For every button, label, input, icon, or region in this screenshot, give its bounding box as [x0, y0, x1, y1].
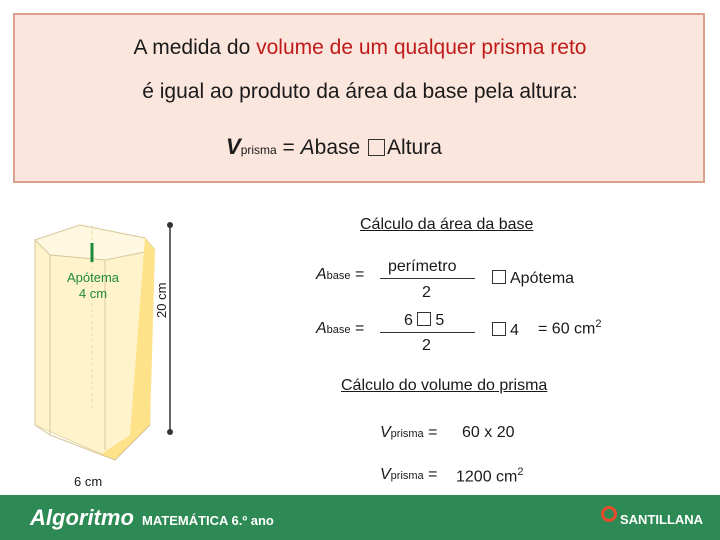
fraction-line-1 — [380, 278, 475, 279]
multiply-symbol-box — [492, 270, 506, 284]
numerator-perimeter: perímetro — [388, 258, 457, 275]
volume-section-title: Cálculo do volume do prisma — [341, 377, 548, 394]
multiply-symbol-box — [417, 312, 431, 326]
side-label: 6 cm — [74, 474, 103, 489]
area-formula-row-2: Abase = — [316, 320, 365, 337]
santillana-logo-icon — [601, 506, 617, 522]
definition-line-1: A medida do volume de um qualquer prisma reto — [133, 36, 587, 59]
volume-result: 1200 $cm^2$ — [456, 466, 524, 486]
definition-line-2: é igual ao produto da área da base pela altura: — [142, 80, 578, 103]
hexagonal-prism-diagram — [20, 210, 230, 500]
height-label: 20 cm — [154, 282, 169, 318]
times-apothem: Apótema — [492, 270, 574, 288]
volume-formula: Vprisma = Abase Altura — [226, 134, 442, 159]
santillana-brand: SANTILLANA — [620, 512, 704, 527]
numerator-6x5: 6 5 — [404, 312, 445, 329]
algoritmo-logo: Algoritmo — [30, 505, 134, 530]
subject-label: MATEMÁTICA 6.º ano — [142, 513, 274, 528]
volume-row-1-value: 60 x 20 — [462, 424, 515, 441]
denominator-2: 2 — [422, 337, 431, 354]
denominator-1: 2 — [422, 284, 431, 301]
area-section-title: Cálculo da área da base — [360, 216, 534, 233]
multiply-symbol-box — [368, 139, 385, 156]
multiply-symbol-box — [492, 322, 506, 336]
times-four: 4 — [492, 322, 519, 340]
highlighted-text: volume de um qualquer prisma reto — [256, 36, 587, 59]
area-result: = 60 $cm^2$ — [538, 318, 602, 338]
fraction-line-2 — [380, 332, 475, 333]
apothem-label: Apótema 4 cm — [66, 270, 120, 301]
volume-row-2: Vprisma = — [380, 466, 438, 483]
area-formula-row-1: Abase = — [316, 266, 365, 283]
volume-row-1: Vprisma = — [380, 424, 438, 441]
